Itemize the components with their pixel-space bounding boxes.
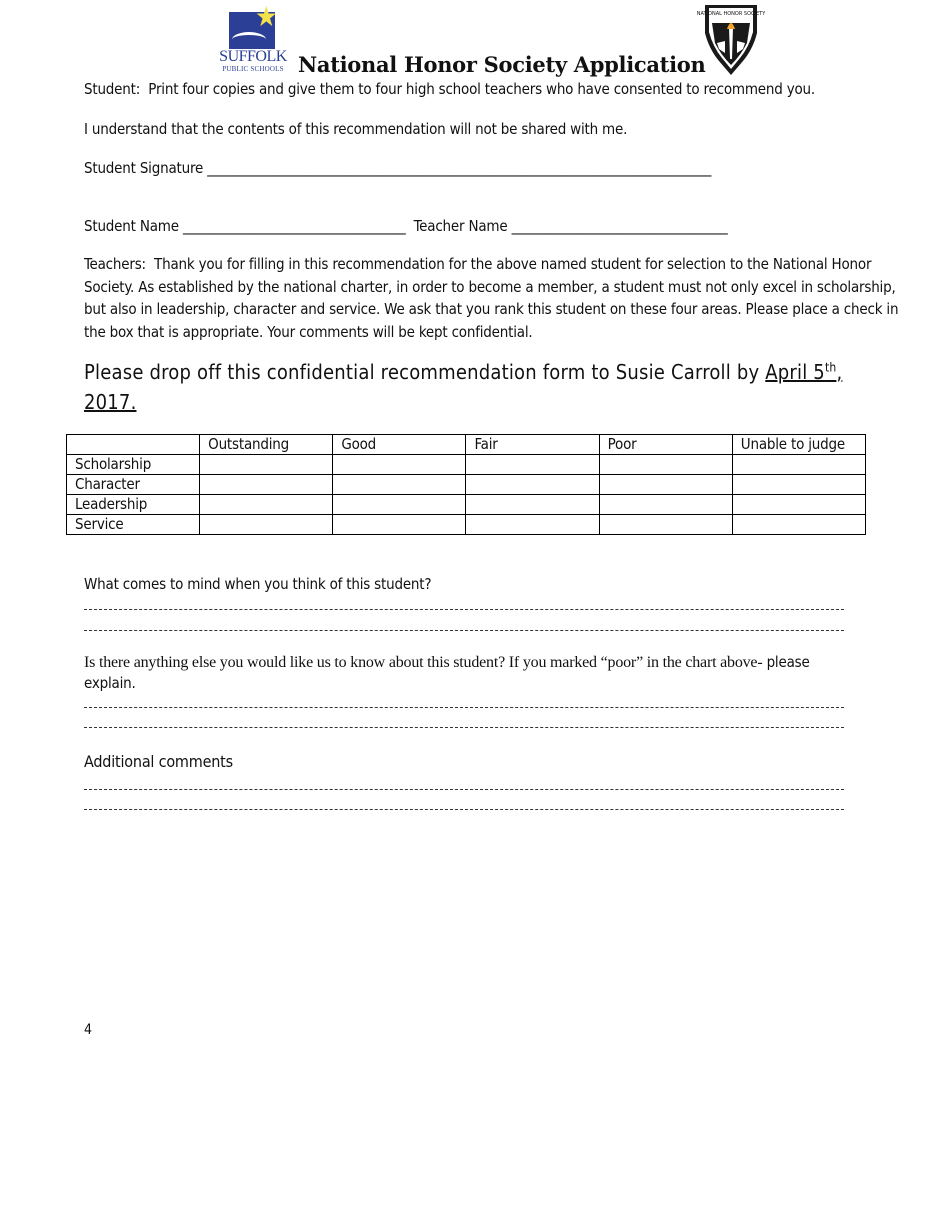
table-row bbox=[67, 495, 866, 515]
rating-checkbox-cell[interactable] bbox=[200, 495, 333, 515]
table-column-header: Good bbox=[333, 435, 466, 455]
rating-checkbox-cell[interactable] bbox=[466, 515, 599, 535]
suffolk-logo bbox=[216, 0, 290, 73]
student-label: Student: bbox=[84, 80, 141, 98]
rating-checkbox-cell[interactable] bbox=[599, 475, 732, 495]
swoosh-icon bbox=[232, 32, 266, 47]
rating-checkbox-cell[interactable] bbox=[200, 515, 333, 535]
student-name-blank[interactable]: __________________________________ bbox=[182, 217, 406, 235]
rating-checkbox-cell[interactable] bbox=[333, 475, 466, 495]
star-icon: ★ bbox=[255, 0, 278, 33]
table-row bbox=[67, 515, 866, 535]
table-column-header: Fair bbox=[466, 435, 599, 455]
table-row-label: Scholarship bbox=[67, 455, 200, 475]
dropoff-instruction bbox=[84, 357, 884, 417]
rating-checkbox-cell[interactable] bbox=[599, 515, 732, 535]
table-column-header: Poor bbox=[599, 435, 732, 455]
rating-checkbox-cell[interactable] bbox=[466, 475, 599, 495]
rating-checkbox-cell[interactable] bbox=[466, 455, 599, 475]
rating-checkbox-cell[interactable] bbox=[466, 495, 599, 515]
table-column-header: Outstanding bbox=[200, 435, 333, 455]
table-row-label: Service bbox=[67, 515, 200, 535]
teacher-name-label: Teacher Name bbox=[413, 217, 508, 235]
rating-checkbox-cell[interactable] bbox=[200, 475, 333, 495]
signature-field[interactable] bbox=[84, 157, 711, 179]
table-corner-cell bbox=[67, 435, 200, 455]
table-row bbox=[67, 455, 866, 475]
suffolk-logo-subtitle: PUBLIC SCHOOLS bbox=[222, 65, 284, 73]
page-title: National Honor Society Application bbox=[298, 52, 706, 77]
rating-checkbox-cell[interactable] bbox=[732, 475, 865, 495]
question-1: What comes to mind when you think of this student? bbox=[84, 575, 432, 593]
teachers-text: Thank you for filling in this recommendation for the above named student for selection to the National Honor Society. As established by the national charter, in order to become a member, a student must not only excel in scholarship, but also in leadership, character and service. We ask that you rank this student on these four areas. Please place a check in the box that is appropriate. Your comments will be kept confidential. bbox=[84, 255, 899, 341]
table-row-label: Character bbox=[67, 475, 200, 495]
answer-line[interactable] bbox=[84, 789, 844, 790]
table-row-label: Leadership bbox=[67, 495, 200, 515]
rating-checkbox-cell[interactable] bbox=[333, 495, 466, 515]
nhs-emblem-icon bbox=[696, 3, 766, 77]
question-2 bbox=[84, 651, 884, 674]
nhs-emblem-text: NATIONAL HONOR SOCIETY bbox=[696, 11, 766, 17]
signature-blank[interactable]: _____________________________________________________________________________ bbox=[207, 159, 712, 177]
table-column-header: Unable to judge bbox=[732, 435, 865, 455]
teachers-instruction bbox=[84, 253, 899, 343]
question-2-text: Is there anything else you would like us to know about this student? If you marked “poor” in the chart above- bbox=[84, 654, 763, 671]
rating-checkbox-cell[interactable] bbox=[599, 455, 732, 475]
table-row bbox=[67, 475, 866, 495]
teacher-name-blank[interactable]: _________________________________ bbox=[511, 217, 728, 235]
rating-checkbox-cell[interactable] bbox=[333, 515, 466, 535]
suffolk-logo-name: SUFFOLK bbox=[219, 48, 287, 65]
rating-checkbox-cell[interactable] bbox=[599, 495, 732, 515]
dropoff-text: Please drop off this confidential recommendation form to Susie Carroll by bbox=[84, 360, 760, 384]
answer-line[interactable] bbox=[84, 809, 844, 810]
rating-checkbox-cell[interactable] bbox=[732, 495, 865, 515]
page-number: 4 bbox=[84, 1022, 93, 1038]
question-3: Additional comments bbox=[84, 752, 233, 771]
student-instruction bbox=[84, 78, 815, 100]
answer-line[interactable] bbox=[84, 707, 844, 708]
rating-checkbox-cell[interactable] bbox=[333, 455, 466, 475]
teachers-label: Teachers: bbox=[84, 255, 146, 273]
confidentiality-statement: I understand that the contents of this recommendation will not be shared with me. bbox=[84, 120, 628, 138]
rating-table bbox=[66, 434, 866, 535]
name-fields bbox=[84, 215, 728, 237]
question-2-continued: explain. bbox=[84, 674, 136, 692]
suffolk-logo-mark bbox=[229, 0, 278, 49]
question-2-tail: please bbox=[766, 653, 810, 671]
dropoff-date: April 5th, bbox=[765, 360, 843, 384]
answer-line[interactable] bbox=[84, 609, 844, 610]
student-instruction-text: Print four copies and give them to four high school teachers who have consented to recommend you. bbox=[148, 80, 815, 98]
rating-checkbox-cell[interactable] bbox=[732, 455, 865, 475]
student-name-label: Student Name bbox=[84, 217, 179, 235]
rating-checkbox-cell[interactable] bbox=[732, 515, 865, 535]
answer-line[interactable] bbox=[84, 630, 844, 631]
signature-label: Student Signature bbox=[84, 159, 204, 177]
rating-checkbox-cell[interactable] bbox=[200, 455, 333, 475]
answer-line[interactable] bbox=[84, 727, 844, 728]
dropoff-year: 2017. bbox=[84, 390, 137, 414]
table-header-row bbox=[67, 435, 866, 455]
